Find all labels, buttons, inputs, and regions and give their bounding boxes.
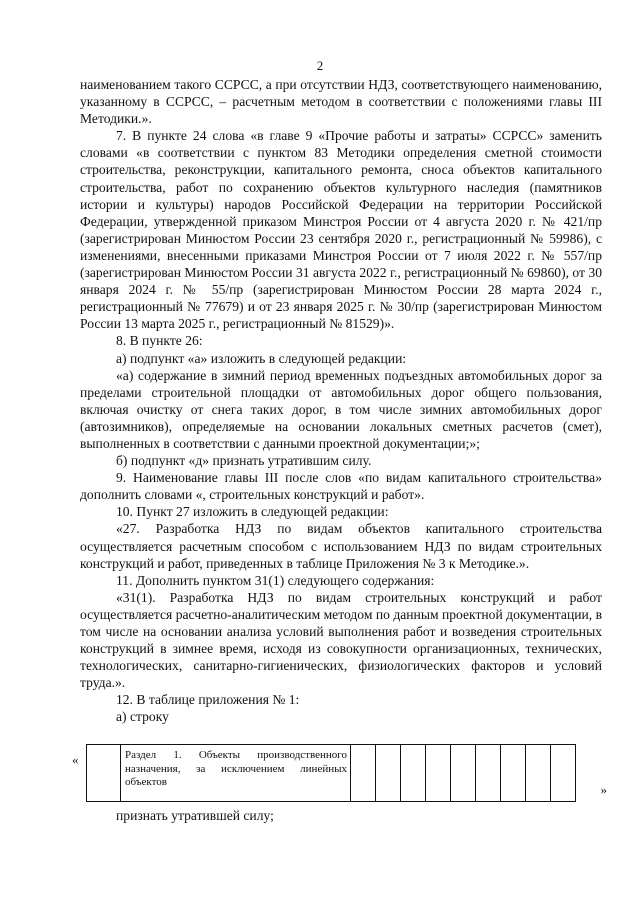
paragraph: б) подпункт «д» признать утратившим силу. bbox=[116, 453, 372, 469]
paragraph: 12. В таблице приложения № 1: bbox=[116, 692, 300, 708]
paragraph: «31(1). Разработка НДЗ по видам строительных конструкций и работ осуществляется расчетно-аналитическим методом по данным проектной документации, в том числе на основании анализа условий выполнения работ и возведения строительных конструкций в зимнее время, исходя из совокупности организационных, технических, технологических, санитарно-гигиенических, физиологических факторов и условий труда.». bbox=[80, 589, 602, 691]
close-quote: » bbox=[600, 782, 607, 797]
page-number: 2 bbox=[316, 58, 324, 73]
table-cell bbox=[476, 745, 501, 802]
table-cell bbox=[526, 745, 551, 802]
paragraph: 9. Наименование главы III после слов «по видам капитального строительства» дополнить словами «, строительных конструкций и работ». bbox=[80, 470, 602, 503]
table-cell bbox=[87, 745, 121, 802]
trailing-text: признать утратившей силу; bbox=[116, 808, 274, 823]
table-cell bbox=[551, 745, 576, 802]
appendix-table bbox=[86, 744, 576, 802]
paragraph: а) подпункт «а» изложить в следующей редакции: bbox=[116, 350, 407, 366]
paragraph: 11. Дополнить пунктом 31(1) следующего содержания: bbox=[116, 572, 435, 588]
table-row-fragment bbox=[72, 744, 607, 802]
table-cell bbox=[351, 745, 376, 802]
table-cell bbox=[451, 745, 476, 802]
paragraph: а) строку bbox=[116, 709, 169, 725]
paragraph: «27. Разработка НДЗ по видам объектов капитального строительства осуществляется расчетным способом с использованием НДЗ по видам строительных конструкций и работ, приведенных в таблице Приложения № 3 к Методике.». bbox=[80, 521, 602, 571]
paragraph: наименованием такого ССРСС, а при отсутствии НДЗ, соответствующего наименованию, указанному в ССРСС, – расчетным методом в соответствии с положениями главы III Методики.». bbox=[80, 77, 602, 127]
table-cell-section-title: Раздел 1. Объекты производственного назначения, за исключением линейных объектов bbox=[121, 745, 351, 802]
table-cell bbox=[376, 745, 401, 802]
table-row bbox=[87, 745, 576, 802]
table-cell bbox=[501, 745, 526, 802]
paragraph: 10. Пункт 27 изложить в следующей редакции: bbox=[116, 504, 389, 520]
paragraph: 7. В пункте 24 слова «в главе 9 «Прочие работы и затраты» ССРСС» заменить словами «в соответствии с пунктом 83 Методики определения сметной стоимости строительства, реконструкции, капитального ремонта, сноса объектов капитального строительства, работ по сохранению объектов культурного наследия (памятников истории и культуры) народов Российской Федерации на территории Российской Федерации, утвержденной приказом Минстроя России от 4 августа 2020 г. № 421/пр (зарегистрирован Минюстом России 23 сентября 2020 г., регистрационный № 59986), с изменениями, внесенными приказами Минстроя России от 7 июля 2022 г. № 557/пр (зарегистрирован Минюстом России 31 августа 2022 г., регистрационный № 69860), от 30 января 2024 г. № 55/пр (зарегистрирован Минюстом России 28 марта 2024 г., регистрационный № 77679) и от 23 января 2025 г. № 30/пр (зарегистрирован Минюстом России 13 марта 2025 г., регистрационный № 81529)». bbox=[80, 128, 602, 332]
paragraph: «а) содержание в зимний период временных подъездных автомобильных дорог за пределами строительной площадки от автомобильных дорог общего пользования, включая очистку от снега таких дорог, в том числе зимних автомобильных дорог (автозимников), определяемые на основании локальных сметных расчетов (смет), выполненных в соответствии с данными проектной документации;»; bbox=[80, 367, 602, 451]
table-cell bbox=[426, 745, 451, 802]
open-quote: « bbox=[72, 752, 79, 767]
table-cell bbox=[401, 745, 426, 802]
body-text bbox=[80, 76, 602, 726]
paragraph: 8. В пункте 26: bbox=[116, 333, 203, 349]
